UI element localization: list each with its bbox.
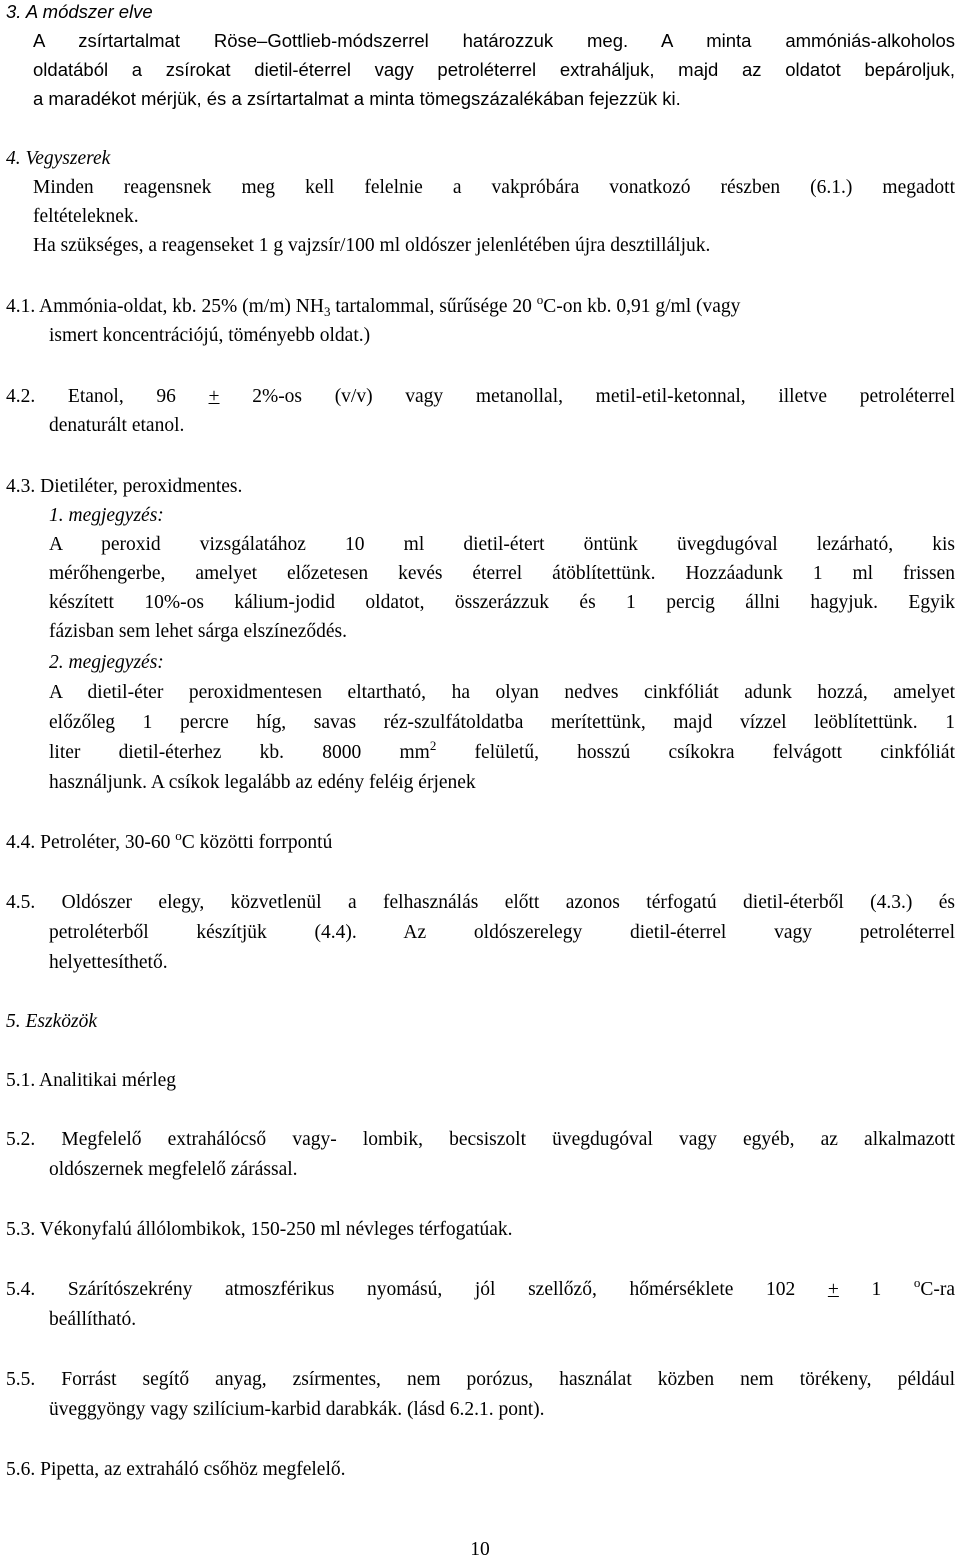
note-1-line-2: mérőhengerbe, amelyet előzetesen kevés éterrel átöblítettünk. Hozzáadunk 1 ml frissen: [49, 563, 955, 584]
note-2-label: 2. megjegyzés:: [49, 652, 164, 673]
note-2-line-2: előzőleg 1 percre híg, savas réz-szulfátoldatba merítettünk, majd vízzel leöblítettünk. 1: [49, 712, 955, 733]
item-5-4-degree: o: [913, 1278, 921, 1290]
item-5-4-line-1: [6, 1278, 955, 1302]
section-4-intro-line-2: feltételeknek.: [33, 206, 139, 227]
item-4-5-line-3: helyettesíthető.: [49, 952, 168, 973]
item-4-1-degree: o: [536, 292, 544, 307]
item-4-1-line-2: ismert koncentrációjú, töményebb oldat.): [49, 325, 371, 346]
item-4-2-line-1: [6, 385, 955, 409]
item-4-1-text-c: C-on kb. 0,91 g/ml (vagy: [543, 296, 741, 317]
section-3-line-2: oldatából a zsírokat dietil-éterrel vagy petroléterrel extraháljuk, majd az oldatot bepároljuk,: [33, 59, 955, 80]
item-5-3: 5.3. Vékonyfalú állólombikok, 150-250 ml névleges térfogatúak.: [6, 1219, 513, 1240]
item-5-1: 5.1. Analitikai mérleg: [6, 1070, 177, 1091]
item-4-5-line-2: petroléterből készítjük (4.4). Az oldószerelegy dietil-éterrel vagy petroléterrel: [49, 922, 955, 943]
item-5-4-text-b: 1: [838, 1279, 914, 1300]
note-1-label: 1. megjegyzés:: [49, 505, 164, 526]
item-4-3-line-1: 4.3. Dietiléter, peroxidmentes.: [6, 476, 243, 497]
note-2-line-3: [49, 741, 955, 765]
note-2-line-4: használjunk. A csíkok legalább az edény feléig érjenek: [49, 772, 476, 793]
page-number: 10: [470, 1539, 490, 1560]
note-1-line-1: A peroxid vizsgálatához 10 ml dietil-étert öntünk üvegdugóval lezárható, kis: [49, 534, 955, 555]
note-2-line-1: A dietil-éter peroxidmentesen eltartható, ha olyan nedves cinkfóliát adunk hozzá, amelyet: [49, 682, 955, 703]
item-5-4-text-a: 5.4. Szárítószekrény atmoszférikus nyomású, jól szellőző, hőmérséklete 102: [6, 1279, 828, 1300]
item-4-4-text-a: 4.4. Petroléter, 30-60: [6, 832, 176, 853]
note-2-superscript: 2: [429, 741, 437, 753]
item-5-4-line-2: beállítható.: [49, 1309, 137, 1330]
item-5-2-line-1: 5.2. Megfelelő extrahálócső vagy- lombik, becsiszolt üvegdugóval vagy egyéb, az alkalmazott: [6, 1129, 955, 1150]
section-3-heading: 3. A módszer elve: [6, 1, 153, 22]
section-3-line-3: a maradékot mérjük, és a zsírtartalmat a minta tömegszázalékában fejezzük ki.: [33, 88, 681, 109]
item-5-5-line-2: üveggyöngy vagy szilícium-karbid darabkák. (lásd 6.2.1. pont).: [49, 1399, 545, 1420]
item-4-1-text-a: 4.1. Ammónia-oldat, kb. 25% (m/m) NH: [6, 296, 324, 317]
item-4-2-line-2: denaturált etanol.: [49, 415, 185, 436]
item-4-1-subscript: 3: [323, 304, 331, 319]
section-3-line-1: A zsírtartalmat Röse–Gottlieb-módszerrel határozzuk meg. A minta ammóniás-alkoholos: [33, 30, 955, 51]
note-1-line-3: készített 10%-os kálium-jodid oldatot, összerázzuk és 1 percig állni hagyjuk. Egyik: [49, 592, 955, 613]
note-2-line-3-text-b: felületű, hosszú csíkokra felvágott cinkfóliát: [436, 742, 955, 763]
section-4-heading: 4. Vegyszerek: [6, 148, 111, 169]
item-5-6: 5.6. Pipetta, az extraháló csőhöz megfelelő.: [6, 1459, 346, 1480]
note-1-line-4: fázisban sem lehet sárga elszíneződés.: [49, 621, 347, 642]
item-4-5-line-1: 4.5. Oldószer elegy, közvetlenül a felhasználás előtt azonos térfogatú dietil-éterből (4.3.) és: [6, 892, 955, 913]
section-4-intro-line-3: Ha szükséges, a reagenseket 1 g vajzsír/100 ml oldószer jelenlétében újra desztilláljuk.: [33, 235, 711, 256]
item-4-2-text-b: 2%-os (v/v) vagy metanollal, metil-etil-ketonnal, illetve petroléterrel: [219, 386, 955, 407]
note-2-line-3-text-a: liter dietil-éterhez kb. 8000 mm: [49, 742, 430, 763]
item-5-4-plusminus: +: [827, 1279, 839, 1300]
item-4-4-degree: o: [175, 828, 182, 843]
item-4-4-text-b: C közötti forrpontú: [181, 832, 333, 853]
item-4-2-plusminus: +: [208, 386, 220, 407]
item-5-4-text-c: C-ra: [920, 1279, 955, 1300]
item-4-1-text-b: tartalommal, sűrűsége 20: [330, 296, 537, 317]
section-5-heading: 5. Eszközök: [6, 1011, 97, 1032]
item-4-2-text-a: 4.2. Etanol, 96: [6, 386, 209, 407]
item-4-1-line-1: [6, 292, 741, 320]
item-5-2-line-2: oldószernek megfelelő zárással.: [49, 1159, 298, 1180]
item-5-5-line-1: 5.5. Forrást segítő anyag, zsírmentes, nem porózus, használat közben nem törékeny, például: [6, 1369, 955, 1390]
section-4-intro-line-1: Minden reagensnek meg kell felelnie a vakpróbára vonatkozó részben (6.1.) megadott: [33, 177, 955, 198]
item-4-4: [6, 828, 333, 856]
